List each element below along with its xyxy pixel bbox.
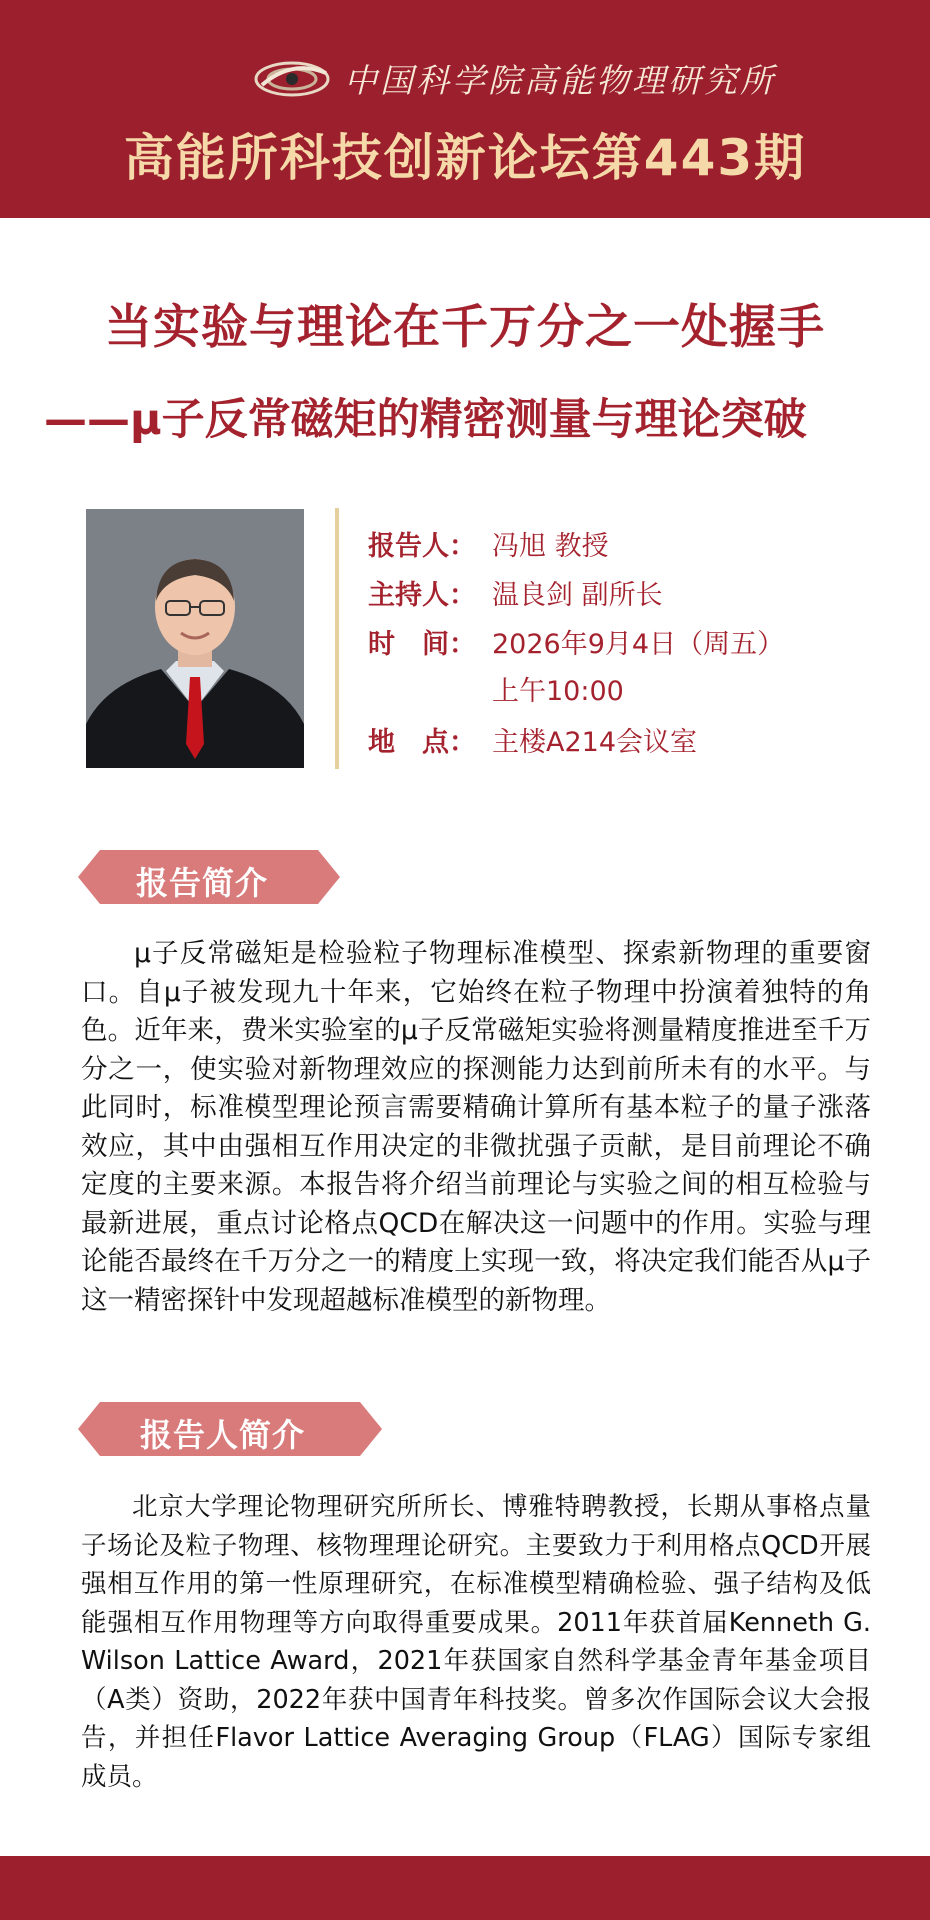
- bio-heading-tag: [78, 1402, 382, 1456]
- speaker-label: 报告人：: [368, 531, 476, 562]
- forum-title: 高能所科技创新论坛第443期: [123, 129, 807, 187]
- bio-heading: 报告人简介: [140, 1416, 306, 1454]
- time-label: 时 间：: [368, 629, 476, 660]
- host-label: 主持人：: [368, 580, 476, 611]
- host-value: 温良剑 副所长: [492, 580, 663, 611]
- host-row: [368, 573, 663, 612]
- institute-name: 中国科学院高能物理研究所: [344, 60, 776, 100]
- time-value-2: 上午10:00: [492, 676, 624, 707]
- time-row: [368, 622, 784, 661]
- speaker-value: 冯旭 教授: [492, 531, 609, 562]
- info-divider: [335, 508, 339, 769]
- speaker-photo: [86, 509, 304, 768]
- place-label: 地 点：: [368, 727, 476, 758]
- speaker-portrait-image: [86, 509, 304, 768]
- place-value: 主楼A214会议室: [492, 727, 698, 758]
- footer-banner: [0, 1856, 930, 1920]
- talk-subtitle: ——μ子反常磁矩的精密测量与理论突破: [44, 395, 807, 445]
- abstract-text: μ子反常磁矩是检验粒子物理标准模型、探索新物理的重要窗口。自μ子被发现九十年来，它始终在粒子物理中扮演着独特的角色。近年来，费米实验室的μ子反常磁矩实验将测量精度推进至千万分之一，使实验对新物理效应的探测能力达到前所未有的水平。与此同时，标准模型理论预言需要精确计算所有基本粒子的量子涨落效应，其中由强相互作用决定的非微扰强子贡献，是目前理论不确定度的主要来源。本报告将介绍当前理论与实验之间的相互检验与最新进展，重点讨论格点QCD在解决这一问题中的作用。实验与理论能否最终在千万分之一的精度上实现一致，将决定我们能否从μ子这一精密探针中发现超越标准模型的新物理。: [81, 938, 871, 1316]
- institute-logo: [252, 52, 776, 104]
- time-row-2: [492, 669, 624, 708]
- abstract-heading-tag: [78, 850, 340, 904]
- abstract-heading: 报告简介: [136, 864, 269, 902]
- bio-text: 北京大学理论物理研究所所长、博雅特聘教授，长期从事格点量子场论及粒子物理、核物理理论研究。主要致力于利用格点QCD开展强相互作用的第一性原理研究，在标准模型精确检验、强子结构及低能强相互作用物理等方向取得重要成果。2011年获首届Kenneth G. Wilson Lattice Award，2021年获国家自然科学基金青年基金项目（A类）资助，2022年获中国青年科技奖。曾多次作国际会议大会报告，并担任Flavor Lattice Averaging Group（FLAG）国际专家组成员。: [81, 1492, 871, 1792]
- time-value: 2026年9月4日（周五）: [492, 629, 785, 660]
- speaker-row: [368, 524, 609, 563]
- ihep-emblem-icon: [252, 55, 334, 101]
- header-banner: [0, 0, 930, 218]
- place-row: [368, 720, 697, 759]
- talk-title: 当实验与理论在千万分之一处握手: [105, 300, 825, 355]
